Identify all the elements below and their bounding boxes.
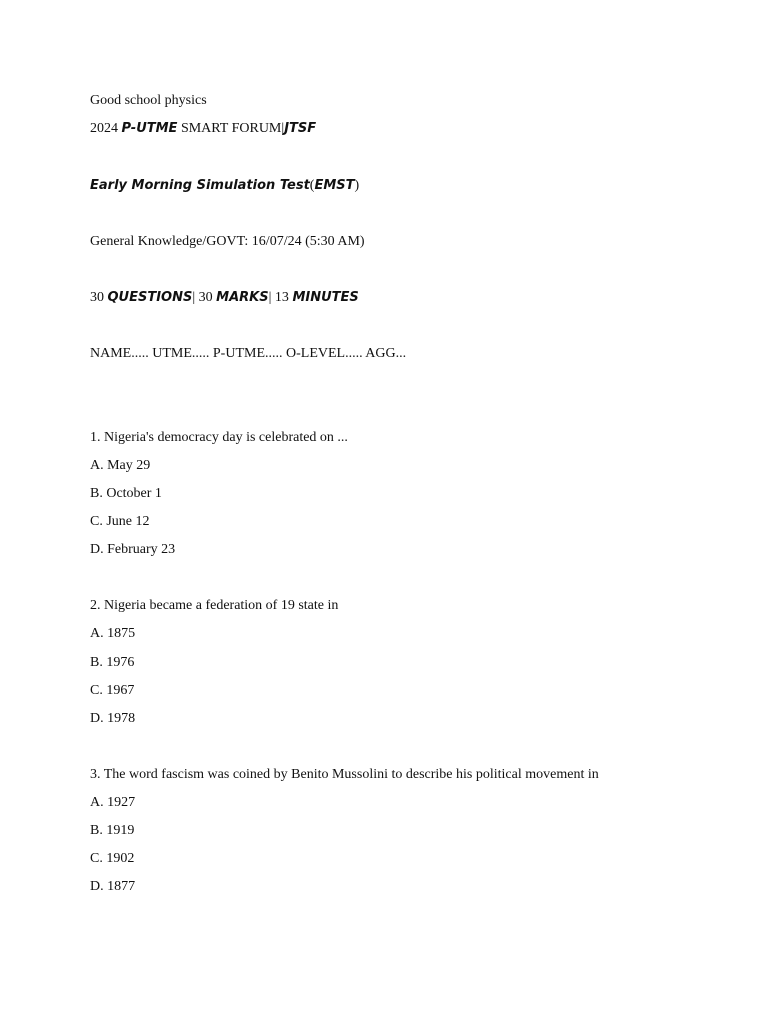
candidate-fields: NAME..... UTME..... P-UTME..... O-LEVEL..... AGG... (90, 346, 407, 361)
forum-name: SMART FORUM| (180, 121, 285, 136)
marks-label: MARKS (216, 290, 269, 305)
question-2-option-d: D. 1978 (90, 711, 136, 726)
question-3-option-a: A. 1927 (90, 795, 136, 810)
question-count: 30 (90, 290, 104, 305)
question-2-option-c: C. 1967 (90, 683, 135, 698)
question-3-option-c: C. 1902 (90, 851, 135, 866)
test-title (90, 177, 359, 195)
question-3-text: 3. The word fascism was coined by Benito Mussolini to describe his political movement in (90, 767, 599, 782)
forum-putme: P-UTME (121, 121, 178, 136)
forum-year: 2024 (90, 121, 118, 136)
minutes-count: | 13 (268, 290, 289, 305)
test-title-close: ) (354, 178, 360, 193)
question-2-text: 2. Nigeria became a federation of 19 state in (90, 598, 339, 613)
subject-date-line: General Knowledge/GOVT: 16/07/24 (5:30 AM) (90, 234, 365, 249)
minutes-label: MINUTES (292, 290, 359, 305)
question-3-option-b: B. 1919 (90, 823, 135, 838)
test-summary (90, 289, 359, 307)
question-1-option-d: D. February 23 (90, 542, 176, 557)
subject-heading: Good school physics (90, 93, 207, 108)
forum-line (90, 120, 316, 138)
question-1-option-a: A. May 29 (90, 458, 151, 473)
question-2-option-a: A. 1875 (90, 626, 136, 641)
question-2-option-b: B. 1976 (90, 655, 135, 670)
question-1-text: 1. Nigeria's democracy day is celebrated on ... (90, 430, 348, 445)
marks-count: | 30 (192, 290, 213, 305)
test-title-abbr: EMST (314, 178, 355, 193)
forum-abbr: JTSF (284, 121, 317, 136)
question-1-option-c: C. June 12 (90, 514, 150, 529)
question-1-option-b: B. October 1 (90, 486, 162, 501)
test-title-open: ( (309, 178, 315, 193)
test-title-name: Early Morning Simulation Test (90, 178, 310, 193)
question-3-option-d: D. 1877 (90, 879, 136, 894)
questions-label: QUESTIONS (107, 290, 193, 305)
